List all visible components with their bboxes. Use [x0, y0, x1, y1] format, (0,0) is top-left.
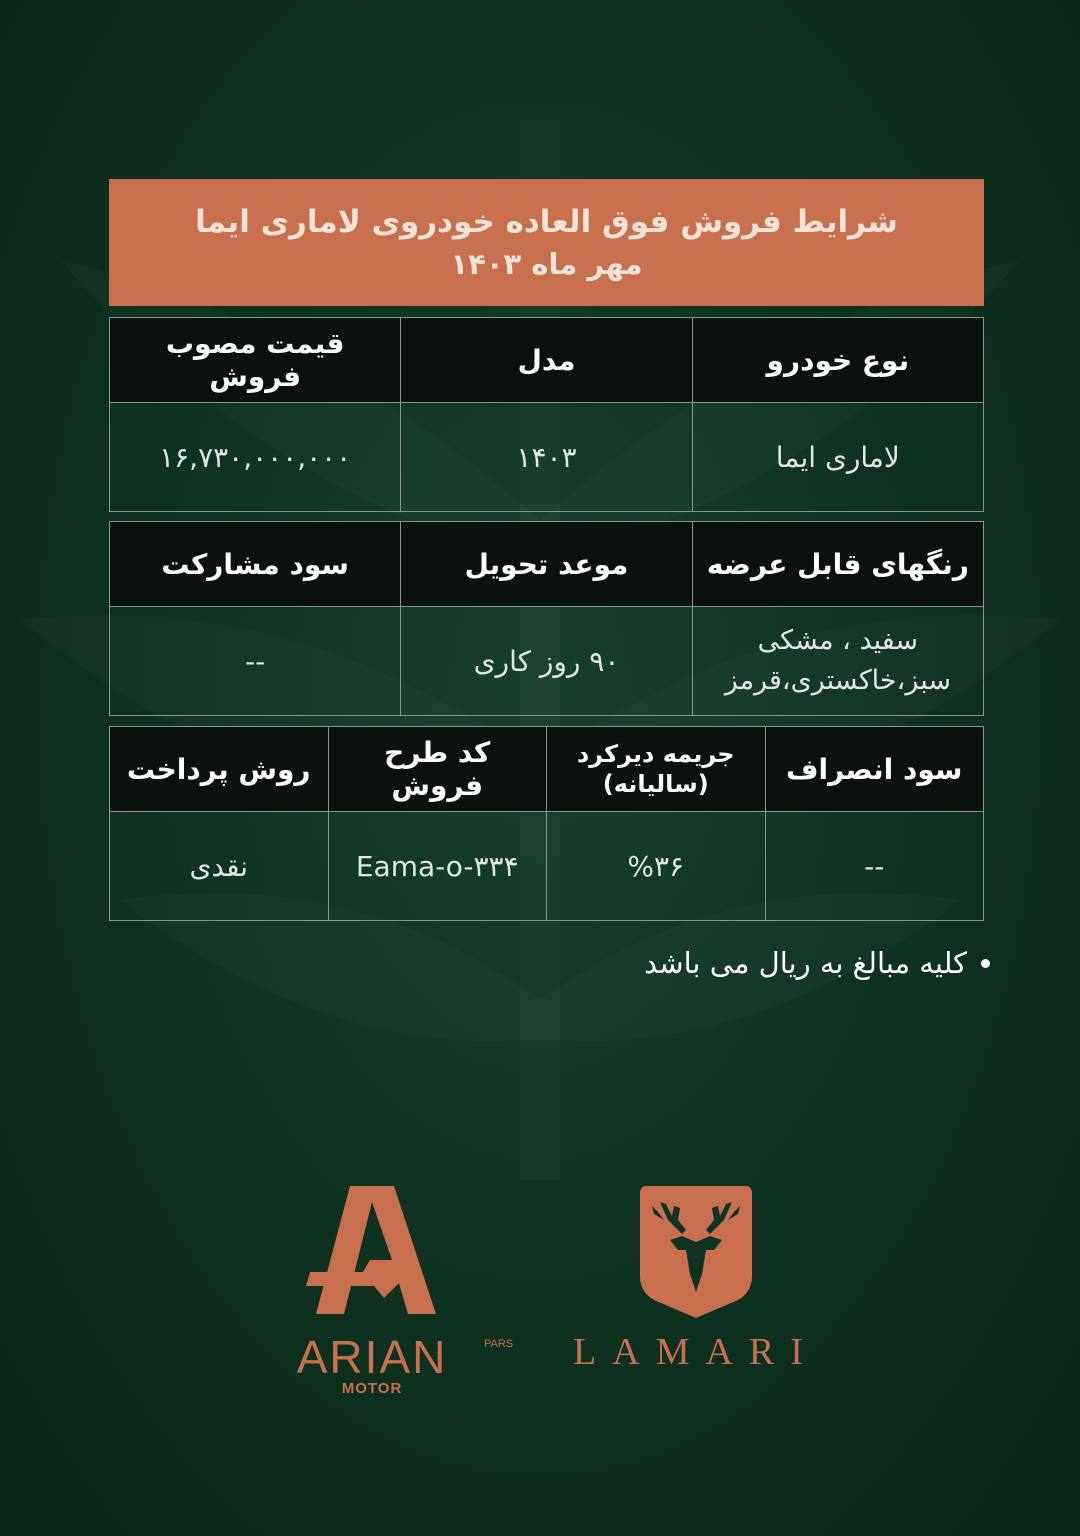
cell-late-penalty: %۳۶ [547, 812, 766, 921]
header-approved-price: قیمت مصوب فروش [110, 318, 401, 403]
cell-approved-price: ۱۶,۷۳۰,۰۰۰,۰۰۰ [110, 403, 401, 512]
cell-sales-plan-code: Eama-o-۳۳۴ [328, 812, 547, 921]
header-partnership-profit: سود مشارکت [110, 522, 401, 607]
title-banner [109, 179, 984, 306]
arian-motor-text: MOTOR [341, 1380, 403, 1397]
lamari-wordmark: LAMARI [573, 1331, 819, 1373]
arian-wordmark: ARIAN [296, 1331, 448, 1383]
vehicle-table [109, 317, 984, 512]
header-payment-method: روش پرداخت [110, 727, 329, 812]
currency-note-text: کلیه مبالغ به ریال می باشد [644, 946, 967, 980]
header-delivery-time: موعد تحویل [401, 522, 692, 607]
cell-vehicle-type: لاماری ایما [692, 403, 983, 512]
payment-table [109, 726, 984, 921]
arian-a-icon [262, 1180, 482, 1320]
table-row [110, 812, 984, 921]
deer-shield-icon [570, 1180, 822, 1320]
cell-payment-method: نقدی [110, 812, 329, 921]
late-penalty-label: جریمه دیرکرد [576, 740, 735, 768]
lamari-logo [570, 1180, 830, 1380]
table-row [110, 403, 984, 512]
cell-partnership-profit: -- [110, 607, 401, 716]
header-model: مدل [401, 318, 692, 403]
cell-model: ۱۴۰۳ [401, 403, 692, 512]
arian-motor-logo [262, 1180, 522, 1400]
delivery-table [109, 521, 984, 716]
cell-available-colors [692, 607, 983, 716]
currency-note [560, 946, 990, 980]
bullet-icon [981, 959, 990, 968]
cell-cancellation-profit: -- [765, 812, 984, 921]
header-late-penalty [547, 727, 766, 812]
table-row [110, 607, 984, 716]
late-penalty-sub: (سالیانه) [602, 770, 709, 798]
header-available-colors: رنگهای قابل عرضه [692, 522, 983, 607]
cell-delivery-time: ۹۰ روز کاری [401, 607, 692, 716]
arian-pars-text: PARS [484, 1338, 514, 1350]
banner-title: شرایط فروش فوق العاده خودروی لاماری ایما [195, 203, 898, 240]
table-header-row [110, 318, 984, 403]
table-header-row [110, 522, 984, 607]
header-vehicle-type: نوع خودرو [692, 318, 983, 403]
colors-line-1: سفید ، مشکی [757, 625, 919, 656]
colors-line-2: سبز،خاکستری،قرمز [724, 665, 951, 696]
header-sales-plan-code: کد طرح فروش [328, 727, 547, 812]
header-cancellation-profit: سود انصراف [765, 727, 984, 812]
table-header-row [110, 727, 984, 812]
banner-subtitle: مهر ماه ۱۴۰۳ [450, 246, 643, 281]
